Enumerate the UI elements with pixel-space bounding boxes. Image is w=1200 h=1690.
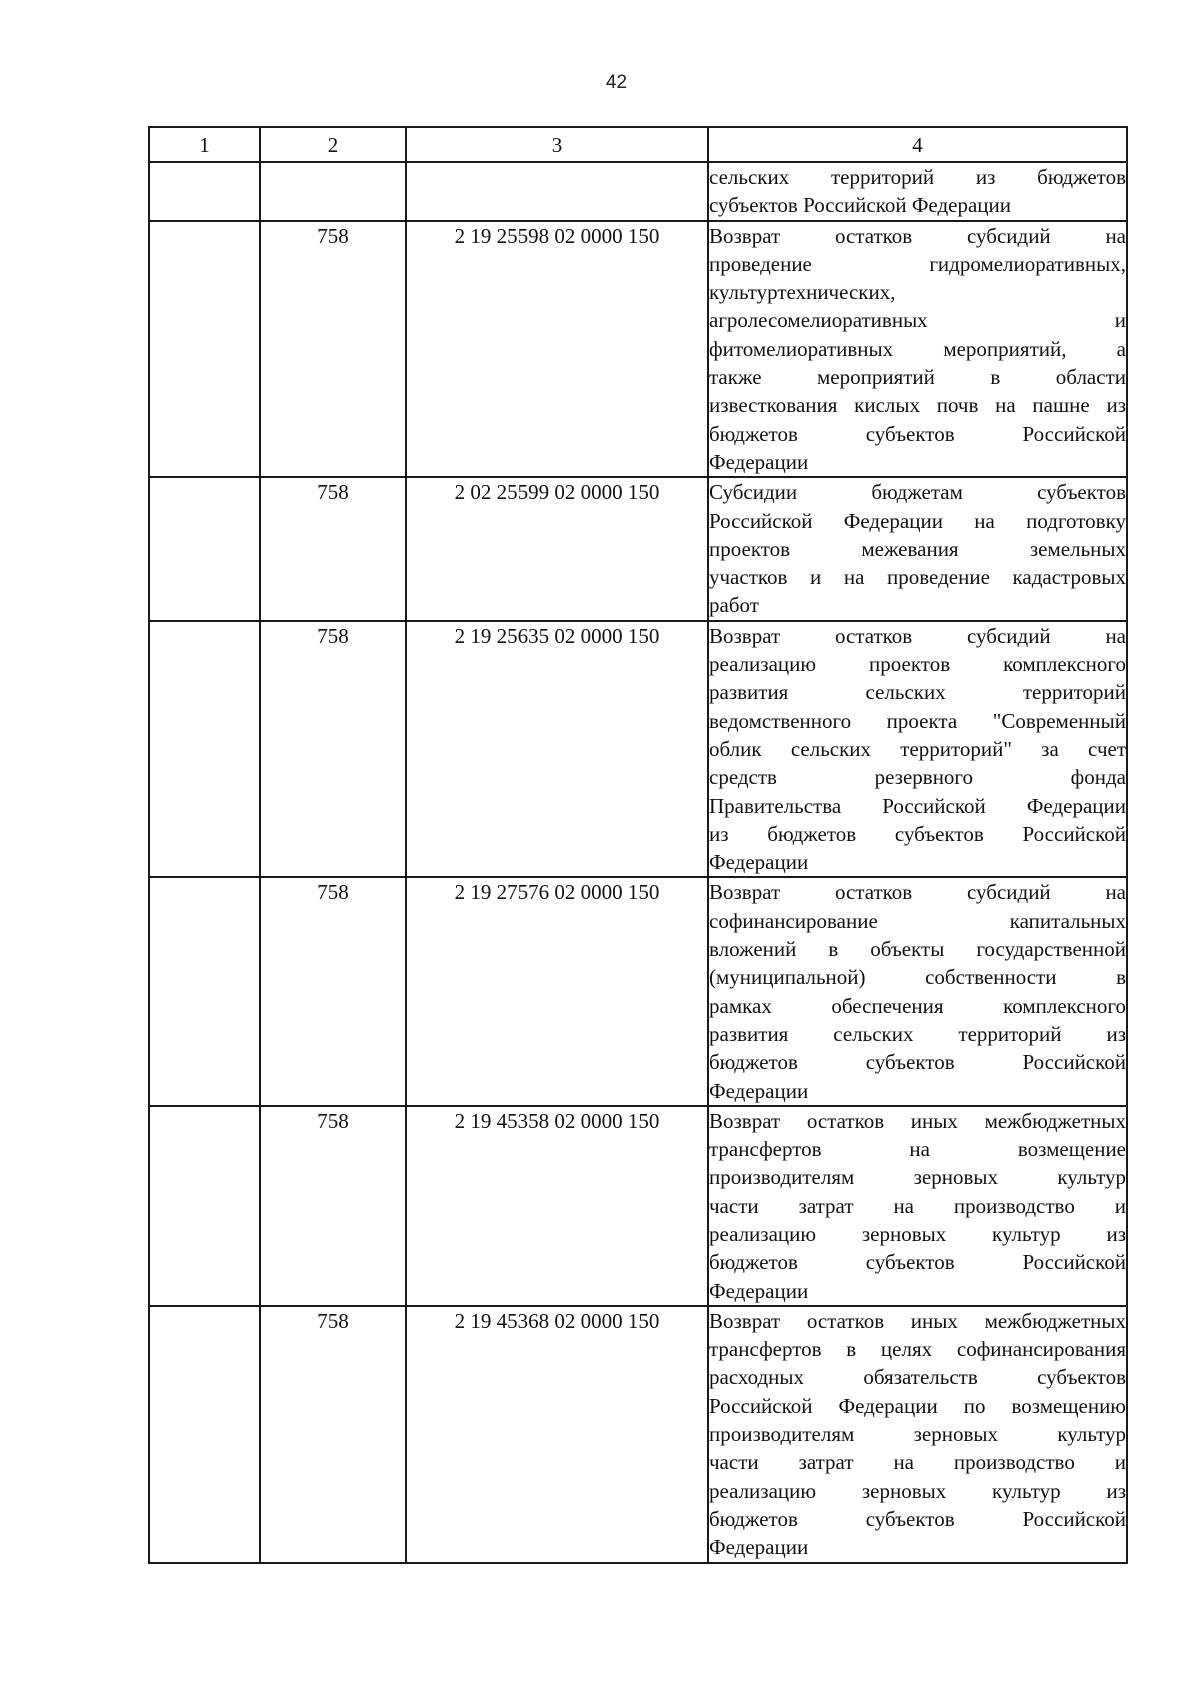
admin-code-cell: 758	[260, 477, 406, 620]
header-col-4: 4	[708, 127, 1127, 162]
description-line: фитомелиоративных мероприятий, а	[709, 336, 1126, 361]
description-line: софинансирование капитальных	[709, 908, 1126, 933]
budget-code-cell: 2 19 27576 02 0000 150	[406, 877, 708, 1105]
description-line: участков и на проведение кадастровых	[709, 565, 1126, 590]
description-line: развития сельских территорий	[709, 680, 1126, 705]
admin-code-cell: 758	[260, 1306, 406, 1563]
description-line: Федерации	[709, 1078, 809, 1103]
description-line: производителям зерновых культур	[709, 1422, 1126, 1447]
row-number-cell	[149, 221, 260, 478]
description-line: сельских территорий из бюджетов	[709, 165, 1126, 189]
description-line: трансфертов в целях софинансирования	[709, 1337, 1126, 1362]
row-number-cell	[149, 477, 260, 620]
row-number-cell	[149, 621, 260, 878]
description-line: рамках обеспечения комплексного	[709, 993, 1126, 1018]
description-line: Федерации	[709, 449, 809, 474]
description-line: трансфертов на возмещение	[709, 1137, 1126, 1162]
admin-code-cell: 758	[260, 877, 406, 1105]
description-line: реализацию зерновых культур из	[709, 1478, 1126, 1503]
description-line: бюджетов субъектов Российской	[709, 1250, 1126, 1275]
description-line: части затрат на производство и	[709, 1193, 1126, 1218]
description-line: облик сельских территорий" за счет	[709, 736, 1126, 761]
table-row	[149, 877, 1127, 1105]
budget-code-cell	[406, 162, 708, 221]
description-line: реализацию зерновых культур из	[709, 1221, 1126, 1246]
description-line: Возврат остатков субсидий на	[709, 880, 1126, 905]
description-line: Федерации	[709, 1535, 809, 1560]
description-line: Федерации	[709, 850, 809, 875]
admin-code-cell: 758	[260, 221, 406, 478]
table-body	[149, 127, 1127, 1563]
header-row	[149, 127, 1127, 162]
header-col-2: 2	[260, 127, 406, 162]
table-row	[149, 162, 1127, 221]
description-line: Возврат остатков субсидий на	[709, 223, 1126, 248]
description-line: (муниципальной) собственности в	[709, 965, 1126, 990]
description-line: вложений в объекты государственной	[709, 937, 1126, 962]
description-line: ведомственного проекта "Современный	[709, 708, 1126, 733]
budget-code-cell: 2 19 25635 02 0000 150	[406, 621, 708, 878]
description-line: развития сельских территорий из	[709, 1021, 1126, 1046]
description-line: бюджетов субъектов Российской	[709, 421, 1126, 446]
row-number-cell	[149, 1306, 260, 1563]
admin-code-cell: 758	[260, 621, 406, 878]
description-line: известкования кислых почв на пашне из	[709, 393, 1126, 418]
description-cell	[708, 877, 1127, 1105]
row-number-cell	[149, 162, 260, 221]
description-cell	[708, 1306, 1127, 1563]
description-line: Возврат остатков субсидий на	[709, 623, 1126, 648]
table-row	[149, 1106, 1127, 1306]
budget-code-cell: 2 19 45368 02 0000 150	[406, 1306, 708, 1563]
description-line: бюджетов субъектов Российской	[709, 1050, 1126, 1075]
table-row	[149, 221, 1127, 478]
table-row	[149, 621, 1127, 878]
description-line: культуртехнических,	[709, 280, 896, 305]
description-line: также мероприятий в области	[709, 365, 1126, 390]
row-number-cell	[149, 877, 260, 1105]
description-line: субъектов Российской Федерации	[709, 193, 1012, 218]
table-row	[149, 477, 1127, 620]
description-line: реализацию проектов комплексного	[709, 652, 1126, 677]
description-line: Возврат остатков иных межбюджетных	[709, 1308, 1126, 1333]
description-line: проектов межевания земельных	[709, 536, 1126, 561]
description-line: бюджетов субъектов Российской	[709, 1506, 1126, 1531]
description-line: проведение гидромелиоративных,	[709, 251, 1126, 276]
description-line: агролесомелиоративных и	[709, 308, 1126, 333]
description-line: Субсидии бюджетам субъектов	[709, 480, 1126, 505]
description-cell	[708, 162, 1127, 221]
description-line: из бюджетов субъектов Российской	[709, 821, 1126, 846]
description-line: Правительства Российской Федерации	[709, 793, 1126, 818]
admin-code-cell	[260, 162, 406, 221]
budget-code-cell: 2 19 45358 02 0000 150	[406, 1106, 708, 1306]
description-cell	[708, 221, 1127, 478]
description-line: средств резервного фонда	[709, 765, 1126, 790]
budget-codes-table	[148, 126, 1128, 1564]
description-line: Федерации	[709, 1278, 809, 1303]
description-line: расходных обязательств субъектов	[709, 1365, 1126, 1390]
description-cell	[708, 621, 1127, 878]
budget-code-cell: 2 02 25599 02 0000 150	[406, 477, 708, 620]
description-line: работ	[709, 593, 759, 618]
description-cell	[708, 477, 1127, 620]
table-row	[149, 1306, 1127, 1563]
description-line: производителям зерновых культур	[709, 1165, 1126, 1190]
admin-code-cell: 758	[260, 1106, 406, 1306]
budget-code-cell: 2 19 25598 02 0000 150	[406, 221, 708, 478]
description-line: Российской Федерации по возмещению	[709, 1393, 1126, 1418]
description-line: Российской Федерации на подготовку	[709, 508, 1126, 533]
description-line: Возврат остатков иных межбюджетных	[709, 1108, 1126, 1133]
header-col-3: 3	[406, 127, 708, 162]
description-cell	[708, 1106, 1127, 1306]
page-number: 42	[605, 72, 628, 93]
description-line: части затрат на производство и	[709, 1450, 1126, 1475]
row-number-cell	[149, 1106, 260, 1306]
header-col-1: 1	[149, 127, 260, 162]
